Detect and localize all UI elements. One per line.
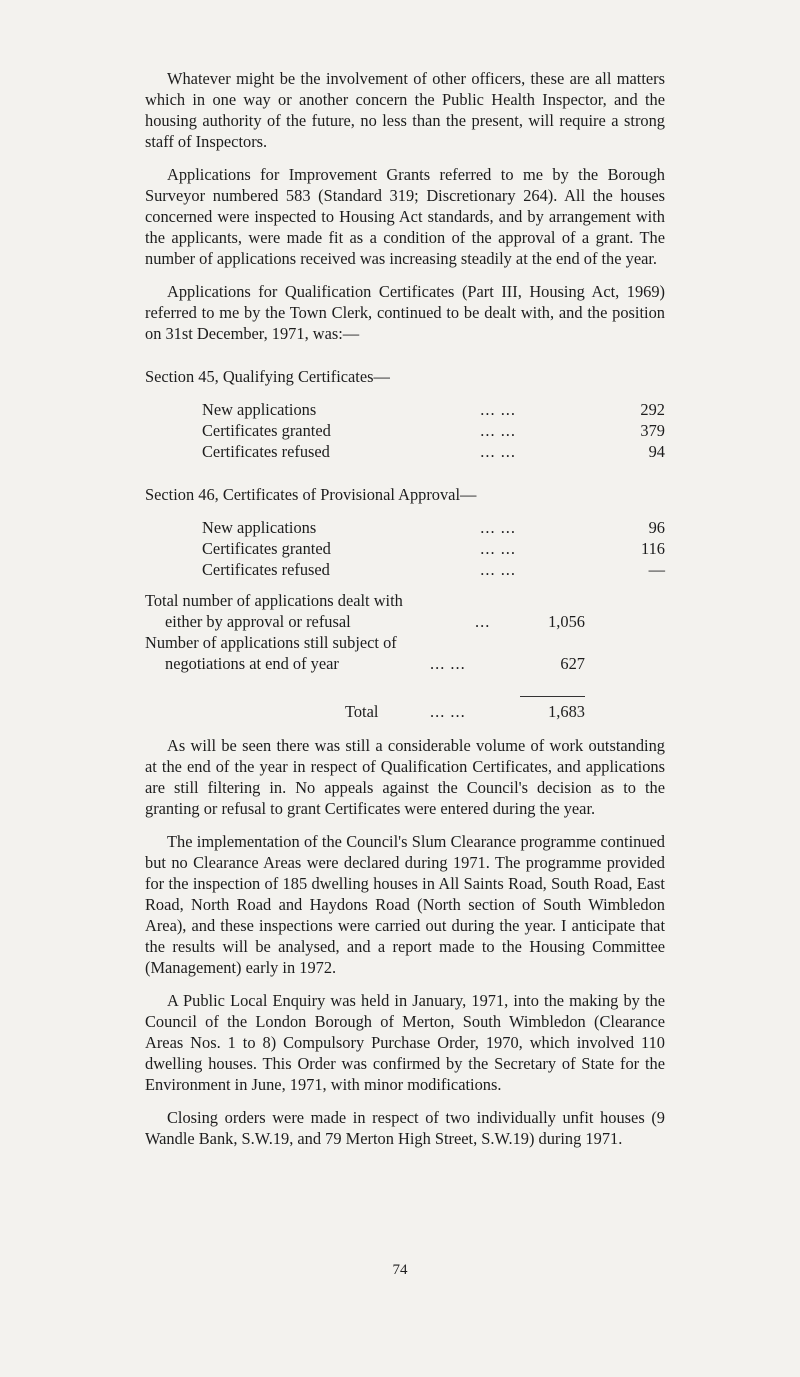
paragraph-slum-clearance: The implementation of the Council's Slum Clearance programme continued but no Clearance Areas were declared during 1971. The programme provided for the inspection of 185 dwelling houses in All Saints Road, South Road, East Road, North Road and Haydons Road (North section of South Wimbledon Area), and these inspections were carried out during the year. I anticipate that the results will be analysed, and a report made to the Housing Committee (Management) early in 1972.: [145, 832, 665, 977]
row-label-text: negotiations at end of year: [165, 654, 339, 673]
table-row: [145, 653, 665, 674]
row-label: Certificates refused: [202, 442, 330, 461]
row-label: Total number of applications dealt with: [145, 591, 403, 610]
row-label: Certificates granted: [202, 421, 331, 440]
paragraph-inspectors: Whatever might be the involvement of other officers, these are all matters which in one way or another concern the Public Health Inspector, and the housing authority of the future, no less than the present, will require a strong staff of Inspectors.: [145, 69, 665, 151]
paragraph-improvement-grants: Applications for Improvement Grants referred to me by the Borough Surveyor numbered 583 (Standard 319; Discretionary 264). All the houses concerned were inspected to Housing Act standards, and by arrangement with the applicants, were made fit as a condition of the approval of a grant. The number of applications received was increasing steadily at the end of the year.: [145, 165, 665, 268]
row-value: 627: [560, 654, 585, 673]
row-value: 292: [640, 400, 665, 419]
row-value: 96: [648, 518, 665, 537]
total-label-cell: [145, 701, 520, 722]
totals-table: [145, 590, 665, 721]
paragraph-public-enquiry: A Public Local Enquiry was held in January, 1971, into the making by the Council of the London Borough of Merton, South Wimbledon (Clearance Areas Nos. 1 to 8) Compulsory Purchase Order, 1970, which involved 110 dwelling houses. This Order was confirmed by the Secretary of State for the Environment in June, 1971, with minor modifications.: [145, 991, 665, 1094]
row-value: 1,056: [548, 612, 585, 631]
row-dots: ...: [475, 612, 491, 631]
paragraph-closing-orders: Closing orders were made in respect of two individually unfit houses (9 Wandle Bank, S.W.19, and 79 Merton High Street, S.W.19) during 1971.: [145, 1108, 665, 1148]
row-dots: ... ...: [480, 518, 516, 537]
page-number: 74: [392, 1262, 408, 1278]
row-label: New applications: [202, 518, 317, 537]
row-label-text: either by approval or refusal: [165, 612, 351, 631]
row-label: Number of applications still subject of: [145, 633, 397, 652]
row-value: 116: [641, 539, 665, 558]
row-label: New applications: [202, 400, 317, 419]
row-label: Certificates refused: [202, 560, 330, 579]
table-row: [145, 611, 665, 632]
paragraph-qualification-certificates: Applications for Qualification Certificates (Part III, Housing Act, 1969) referred to me by the Town Clerk, continued to be dealt with, and the position on 31st December, 1971, was:—: [145, 282, 665, 343]
total-row: [145, 696, 665, 721]
section-46-table: [145, 517, 665, 580]
table-row: [145, 441, 665, 462]
row-dots: ... ...: [480, 400, 516, 419]
section-45-heading: Section 45, Qualifying Certificates—: [145, 367, 390, 386]
table-row: [145, 559, 665, 580]
section-46-heading: Section 46, Certificates of Provisional Approval—: [145, 485, 477, 504]
row-value: —: [648, 560, 665, 579]
row-label: [145, 653, 520, 674]
total-label: Total: [345, 702, 379, 721]
row-dots: ... ...: [480, 442, 516, 461]
paragraph-outstanding-work: As will be seen there was still a considerable volume of work outstanding at the end of the year in respect of Qualification Certificates, and applications are still filtering in. No appeals against the Council's decision as to the granting or refusal to grant Certificates were entered during the year.: [145, 736, 665, 818]
row-dots: ... ...: [430, 702, 466, 721]
row-label: Certificates granted: [202, 539, 331, 558]
row-dots: ... ...: [480, 539, 516, 558]
row-label: [145, 611, 520, 632]
section-45-table: [145, 399, 665, 462]
table-row: [145, 399, 665, 420]
table-row: [145, 517, 665, 538]
row-dots: ... ...: [480, 421, 516, 440]
table-row: [145, 420, 665, 441]
row-dots: ... ...: [480, 560, 516, 579]
row-dots: ... ...: [430, 654, 466, 673]
total-value: 1,683: [520, 696, 585, 722]
table-row: [145, 538, 665, 559]
table-row: [145, 632, 665, 653]
row-value: 379: [640, 421, 665, 440]
row-value: 94: [648, 442, 665, 461]
table-row: [145, 590, 665, 611]
page-body: [145, 68, 665, 1161]
